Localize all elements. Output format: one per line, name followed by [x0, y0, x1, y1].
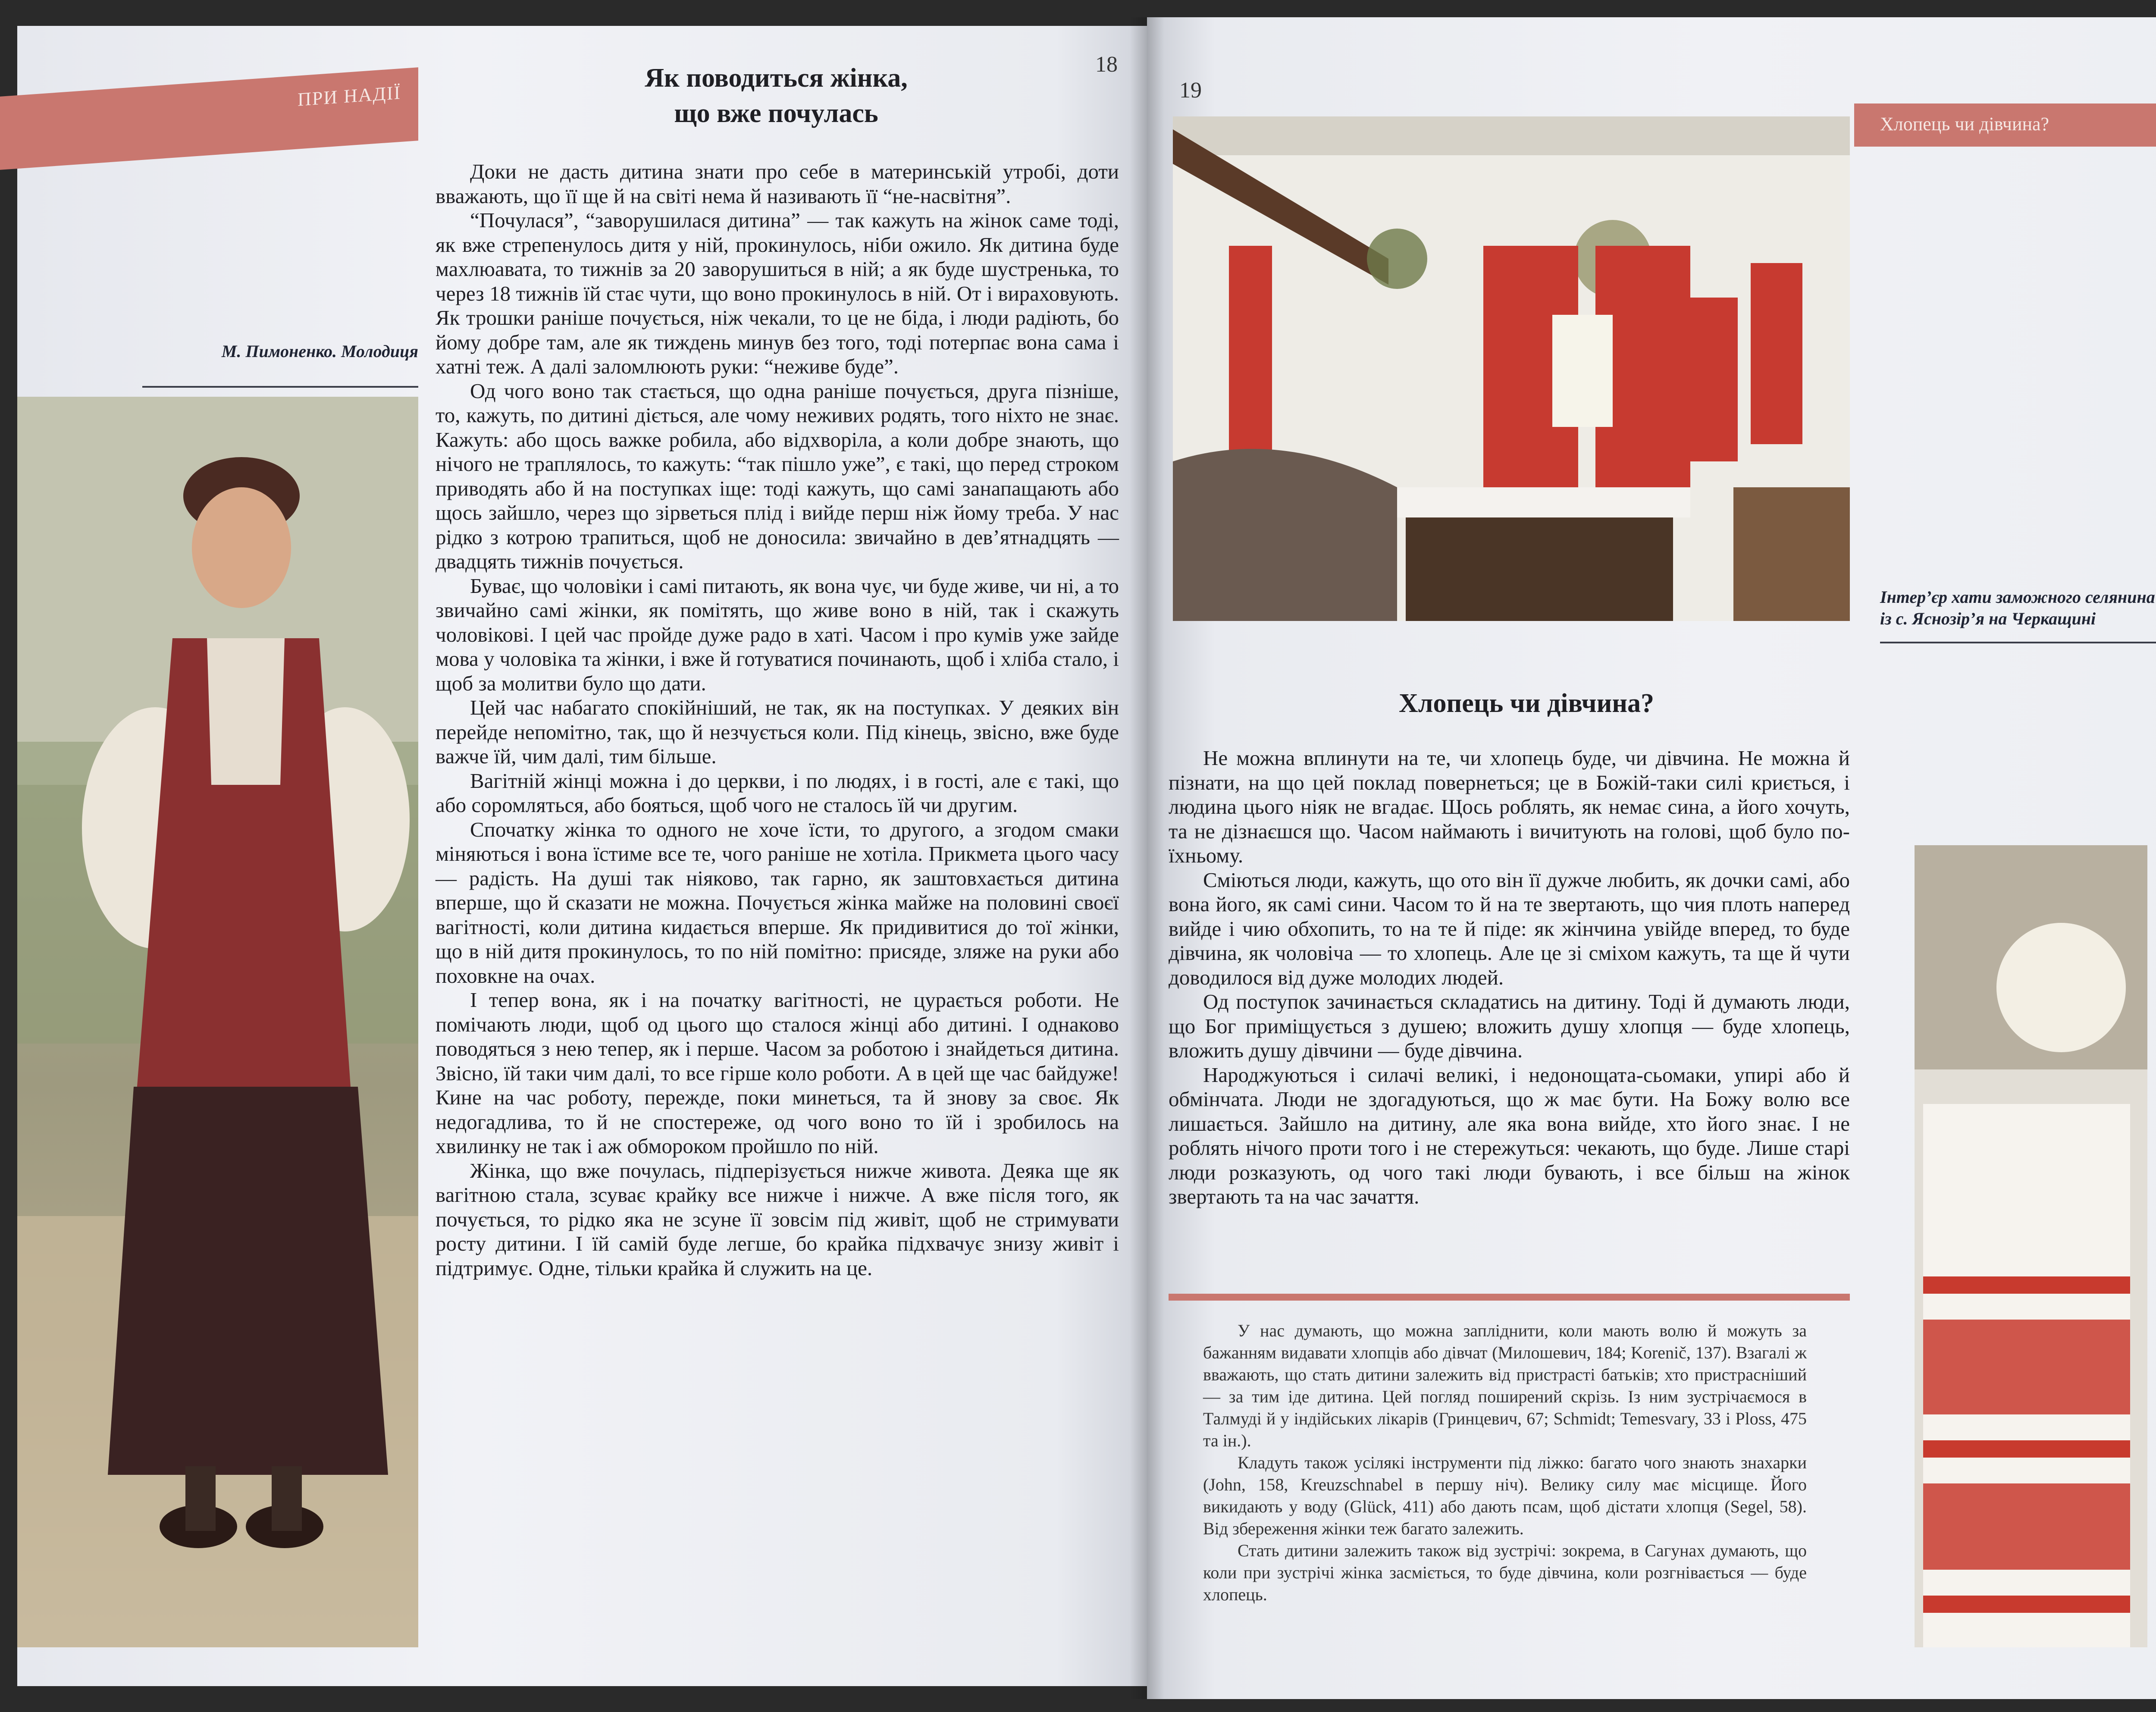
right-running-head: Хлопець чи дівчина? — [1880, 113, 2049, 135]
interior-photo — [1173, 116, 1850, 621]
interior-caption-line1: Інтер’єр хати заможного селянина — [1880, 587, 2155, 607]
right-body-text — [1169, 746, 1850, 1209]
painting-image — [17, 397, 418, 1647]
book-gutter — [1130, 17, 1164, 1699]
left-paragraph: Од чого воно так стається, що одна раніше почується, друга пізніше, то, кажуть, по дитині діється, але чому неживих родять, того ніхто не знає. Кажуть: або щось важке робила, або відхворіла, а коли добре знають, що нічого не траплялось, то кажуть: “так пішло уже”, є такі, що перед строком приводять або й на поступках іще: тоді кажуть, що самі занапащають або щось зайшло, через що зірветься плід і вийде перш ніж йому треба. У нас рідко з котрою трапиться, щоб не доносила: звичайно в дев’ятнадцять — двадцять тижнів почується. — [436, 379, 1119, 573]
left-title-line1: Як поводиться жінка, — [645, 63, 908, 93]
notes-divider — [1169, 1294, 1850, 1301]
left-paragraph: Спочатку жінка то одного не хоче їсти, то другого, а згодом смаки міняються і вона їстиме все те, чого раніше не хотіла. Прикмета цього часу — радість. На душі так ніяково, так гарно, як заштовхається дитина вперше, що й сказати не можна. Почується жінка майже на половині своєї вагітності, коли дитина кидається вперше. Як придивитися до тої жінки, що в ній дитя прокинулось, то по ній помітно: присяде, зляже на руки або поховкне на очах. — [436, 817, 1119, 988]
painting-illustration — [17, 397, 418, 1647]
left-paragraph: Цей час набагато спокійніший, не так, як на поступках. У деяких він перейде непомітно, так, що й незчується коли. Під кінець, звісно, вже буде важче їй, чим далі, тим більше. — [436, 696, 1119, 768]
left-paragraph: “Почулася”, “заворушилася дитина” — так кажуть на жінок саме тоді, як вже стрепенулось дитя у ній, прокинулось, ніби ожило. Як дитина буде махлюавата, то тижнів за 20 заворушиться в ній; а як буде шустренька, то через 18 тижнів їй стає чути, що воно прокинулось в ній. От і вираховують. Як трошки раніше почується, ніж чекали, то це не біда, і люди радіють, бо йому добре там, але як тиждень минув без того, тоді потерпає вона сама і хатні теж. А далі заломлюють руки: “неживе буде”. — [436, 208, 1119, 378]
left-paragraph: І тепер вона, як і на початку вагітності, не цурається роботи. Не помічають люди, щоб од цього що сталося жінці або дитині. І однаково поводяться з нею тепер, як і перше. Часом за роботою і знайдеться дитина. Звісно, їй таки чим далі, то все гірше коло роботи. А в цей ще час байдуже! Кине на час роботу, пережде, поки минеться, та й знову за своє. Як недогадлива, то й не спостереже, од чого воно то їй і зробилось на хвилинку не так і аж обмороком пройшло по ній. — [436, 988, 1119, 1158]
left-paragraph: Жінка, що вже почулась, підперізується нижче живота. Деяка ще як вагітною стала, зсуває крайку все нижче і нижче. А вже після того, як почується, то рідко яка не зсуне її зовсім під живіт, щоб не стримувати росту дитини. І їй самій буде легше, бо крайка підхвачує знизу живіт і підтримує. Одне, тільки крайка й служить на це. — [436, 1158, 1119, 1280]
left-title-line2: що вже почулась — [674, 99, 878, 128]
interior-caption — [1880, 586, 2156, 630]
right-page-number: 19 — [1179, 78, 1202, 103]
left-body-text — [436, 160, 1119, 1280]
left-page-number: 18 — [1095, 52, 1118, 77]
right-page-title: Хлопець чи дівчина? — [1398, 689, 1655, 718]
right-paragraph: Не можна вплинути на те, чи хлопець буде, чи дівчина. Не можна й пізнати, на що цей поклад повернеться; це в Божій-таки силі криється, і людина цього ніяк не вгадає. Щось роблять, як немає сина, а його хочуть, та не дізнаєшся що. Часом наймають і вичитують на голові, щоб було по-їхньому. — [1169, 746, 1850, 867]
footnote-paragraph: У нас думають, що можна запліднити, коли мають волю й можуть за бажанням видавати хлопців або дівчат (Милошевич, 184; Korenič, 137). Взагалі ж вважають, що стать дитини залежить від пристрасті батьків; хто пристрасніший — за тим іде дитина. Цей погляд поширений скрізь. Із ним зустрічаємося в Талмуді й у індійських лікарів (Гринцевич, 67; Schmidt; Temesvary, 33 і Ploss, 475 та ін.). — [1203, 1321, 1807, 1450]
interior-illustration — [1173, 116, 1850, 621]
interior-caption-rule — [1880, 642, 2156, 643]
right-paragraph: Сміються люди, кажуть, що ото він її дужче любить, як дочки самі, або вона його, як самі сини. Часом то й на те звертають, що чия плоть наперед вийде і чию обхопить, то на те й піде: як жінчина увійде вперед, то буде дівчина, як чоловіча — то хлопець. Але це зі сміхом кажуть, та ще й чути доводилося від дуже молодих людей. — [1169, 868, 1850, 989]
footnote-paragraph: Стать дитини залежить також від зустрічі: зокрема, в Сагунах думають, що коли при зустрічі жінка засміється, то буде дівчина, коли розгнівається — буде хлопець. — [1203, 1541, 1807, 1604]
towel-photo — [1915, 845, 2147, 1647]
footnotes — [1203, 1320, 1807, 1605]
left-page-title — [561, 60, 992, 131]
caption-rule — [142, 386, 418, 388]
left-paragraph: Вагітній жінці можна і до церкви, і по людях, і в гості, але є такі, що або соромляться, або бояться, щоб чого не сталось їй чи другим. — [436, 768, 1119, 817]
right-paragraph: Народжуються і силачі великі, і недонощата-сьомаки, упирі або й обмінчата. Люди не здогадуються, що ж має бути. На Божу волю все лишається. Зайшло на дитину, але яка вона вийде, хто його знає. І не роблять нічого проти того і не стережуться: чекають, що буде. Лише старі люди розказують, од чого такі люди бувають, і все більш на жінок звертають та на час зачаття. — [1169, 1063, 1850, 1208]
right-paragraph: Од поступок зачинається складатись на дитину. Тоді й думають люди, що Бог приміщується з душею; вложить душу хлопця — буде хлопець, вложить душу дівчини — буде дівчина. — [1169, 990, 1850, 1062]
towel-illustration — [1915, 845, 2147, 1647]
left-paragraph: Буває, що чоловіки і самі питають, як вона чує, чи буде живе, чи ні, а то звичайно самі жінки, як помітять, що живе воно в ній, так і скажуть чоловікові. І цей час пройде дуже радо в хаті. Часом і про кумів уже зайде мова у чоловіка та жінки, і вже й готуватися починають, щоб і хліба стало, і щоб за молитви було що дати. — [436, 574, 1119, 695]
right-running-head-bar — [1854, 103, 2156, 147]
left-paragraph: Доки не дасть дитина знати про себе в материнській утробі, доти вважають, що її ще й на світі нема й називають її “не-насвітня”. — [436, 160, 1119, 208]
footnote-paragraph: Кладуть також усілякі інструменти під ліжко: багато чого знають знахарки (John, 158, Kreuzschnabel в першу ніч). Велику силу має місцище. Його викидають у воду (Glück, 411) або дають псам, щоб дістати хлопця (Segel, 58). Від збереження жінки теж багато залежить. — [1203, 1453, 1807, 1538]
interior-caption-line2: із с. Яснозір’я на Черкащині — [1880, 609, 2096, 628]
painting-caption: М. Пимоненко. Молодиця — [221, 342, 418, 361]
left-running-head: ПРИ НАДІЇ — [298, 82, 401, 110]
